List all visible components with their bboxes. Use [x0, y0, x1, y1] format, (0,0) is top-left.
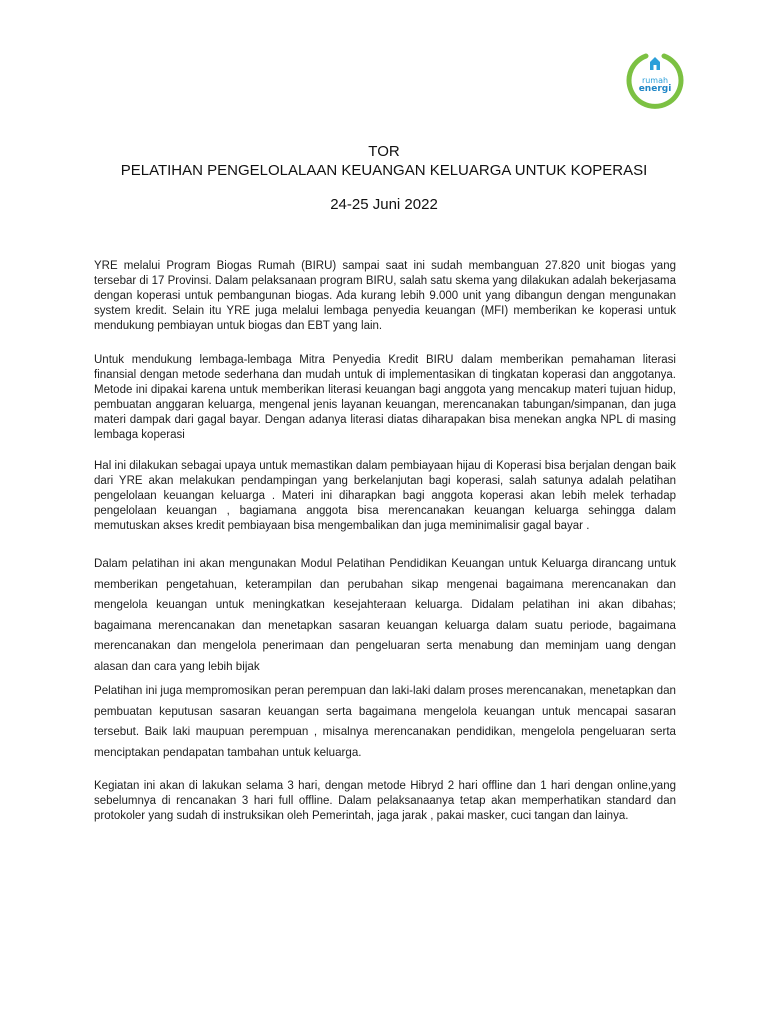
logo-text-line1: rumah [641, 76, 669, 85]
document-type: TOR [368, 143, 400, 160]
paragraph-module: Dalam pelatihan ini akan mengunakan Modul Pelatihan Pendidikan Keuangan untuk Keluarga dirancang untuk memberikan pengetahuan, keterampilan dan perubahan sikap mengenai bagaimana merencanakan dan mengelola keuangan untuk meningkatkan kesejahteraan keluarga. Didalam pelatihan ini akan dibahas; bagaimana merencanakan dan menetapkan sasaran keuangan keluarga dalam suatu periode, bagaimana merencanakan dan mengelola penerimaan dan pengeluaran serta menabung dan meminjam uang dengan alasan dan cara yang lebih bijak [94, 557, 676, 673]
logo-text-line2: energi [638, 84, 672, 94]
paragraph-background: YRE melalui Program Biogas Rumah (BIRU) sampai saat ini sudah membanguan 27.820 unit biogas yang tersebar di 17 Provinsi. Dalam pelaksanaan program BIRU, salah satu skema yang dilakukan adalah bekerjasama dengan koperasi untuk pembangunan biogas. Ada kurang lebih 9.000 unit yang dibangun dengan mengunakan system kredit. Selain itu YRE juga melalui lembaga penyedia keuangan (MFI) memberikan ke koperasi untuk mendukung pembiayan untuk biogas dan EBT yang lain. [94, 260, 676, 332]
document-date: 24-25 Juni 2022 [330, 196, 438, 213]
paragraph-literacy: Untuk mendukung lembaga-lembaga Mitra Penyedia Kredit BIRU dalam memberikan pemahaman literasi finansial dengan metode sederhana dan mudah untuk di implementasikan di tingkatan koperasi dan anggotanya. Metode ini dipakai karena untuk memberikan literasi keuangan bagi anggota yang mencakup materi tujuan hidup, pembuatan anggaran keluarga, mengenal jenis layanan keuangan, merencanakan tabungan/simpanan, dan juga materi dampak dari gagal bayar. Dengan adanya literasi diatas diharapakan bisa menekan angka NPL di masing lembaga koperasi [94, 354, 676, 441]
rumah-energi-logo [624, 48, 686, 110]
document-title: PELATIHAN PENGELOLALAAN KEUANGAN KELUARGA UNTUK KOPERASI [120, 162, 648, 179]
paragraph-purpose: Hal ini dilakukan sebagai upaya untuk memastikan dalam pembiayaan hijau di Koperasi bisa berjalan dengan baik dari YRE akan melakukan pendampingan yang berkelanjutan bagi koperasi, salah satunya adalah pelatihan pengelolaan keuangan keluarga . Materi ini diharapkan bagi anggota koperasi akan lebih melek terhadap pengelolaan keuangan , bagiamana anggota bisa merencanakan keuangan keluarga sehingga dalam memutuskan akses kredit pembiayaan bisa mengembalikan dan juga meminimalisir gagal bayar . [94, 460, 676, 532]
paragraph-gender: Pelatihan ini juga mempromosikan peran perempuan dan laki-laki dalam proses merencanakan, menetapkan dan pembuatan keputusan sasaran keuangan serta bagaimana mengelola keuangan untuk mencapai sasaran tersebut. Baik laki maupuan perempuan , misalnya merencanakan pendidikan, mengelola pengeluaran serta menciptakan pendapatan tambahan untuk keluarga. [94, 684, 676, 759]
paragraph-schedule: Kegiatan ini akan di lakukan selama 3 hari, dengan metode Hibryd 2 hari offline dan 1 hari dengan online,yang sebelumnya di rencanakan 3 hari full offline. Dalam pelaksanaanya tetap akan memperhatikan standard dan protokoler yang sudah di instruksikan oleh Pemerintah, jaga jarak , pakai masker, cuci tangan dan lainya. [94, 780, 676, 822]
